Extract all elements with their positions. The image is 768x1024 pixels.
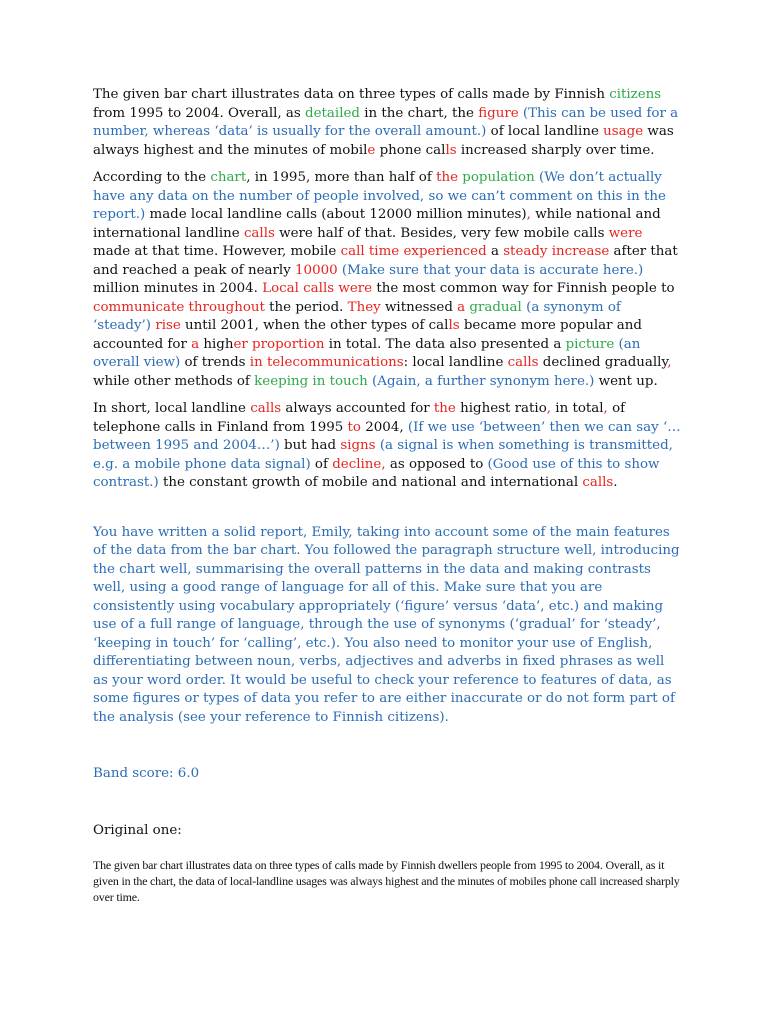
text-run: chart — [210, 170, 247, 185]
text-run: the — [436, 170, 459, 185]
essay-body — [93, 86, 683, 493]
text-run: made local landline calls (about 12000 million minutes) — [145, 207, 527, 222]
text-run: calls — [507, 355, 539, 370]
text-run: : local landline — [403, 355, 508, 370]
text-run: highest ratio — [455, 401, 547, 416]
text-run: (a synonym of ‘steady’) — [93, 299, 621, 333]
text-run: usage — [603, 124, 644, 139]
text-run: after that and reached a peak of nearly — [93, 244, 678, 278]
text-run: population — [462, 170, 535, 185]
text-run: the period. — [264, 299, 348, 315]
text-run: Local calls were — [262, 281, 373, 296]
text-run: , in 1995, more than half of — [246, 170, 437, 185]
text-run: went up. — [594, 373, 658, 389]
text-run: figure — [478, 105, 519, 121]
text-run: declined gradually — [538, 355, 668, 370]
text-run: er proportion — [233, 336, 325, 352]
text-run: gradual — [469, 299, 522, 315]
text-run: but had — [279, 438, 341, 453]
text-run: always accounted for — [281, 401, 434, 416]
text-run: ls — [445, 142, 457, 158]
text-run: calls — [250, 401, 282, 416]
text-run: from 1995 to 2004. Overall, as — [93, 105, 306, 121]
band-score: Band score: 6.0 — [93, 766, 200, 781]
text-run: , — [526, 207, 531, 222]
text-run: of telephone calls in Finland from 1995 — [93, 401, 626, 435]
text-run: increased sharply over time. — [456, 142, 655, 158]
text-run: (Good use of this to show contrast.) — [93, 456, 660, 490]
text-run: a — [191, 336, 200, 352]
text-run: while other methods of — [93, 373, 255, 389]
text-run: were — [608, 225, 643, 241]
text-run: , — [546, 401, 552, 416]
text-run: calls — [582, 475, 614, 490]
text-run: detailed — [305, 105, 360, 121]
text-run: ls — [448, 318, 460, 333]
text-run: communicate throughout — [93, 299, 265, 315]
text-run: of — [310, 456, 333, 472]
text-run: decline, — [332, 456, 386, 472]
text-run: . — [613, 475, 618, 490]
text-run: while national and international landline — [93, 207, 661, 241]
original-label: Original one: — [93, 822, 182, 838]
teacher-feedback: You have written a solid report, Emily, taking into account some of the main features of the data from the bar chart. You followed the paragraph structure well, introducing the chart well, summarising the overall patterns in the data and making contrasts well, using a good range of language for all of this. Make sure that you are consistently using vocabulary appropriately (‘figure’ versus ‘data’, etc.) and making use of a full range of language, through the use of synonyms (‘gradual’ for ‘steady’, ‘keeping in touch’ for ‘calling’, etc.). You also need to monitor your use of English, differentiating between noun, verbs, adjectives and adverbs in fixed phrases as well as your word order. It would be useful to check your reference to features of data, as some figures or types of data you refer to are either inaccurate or do not form part of the analysis (see your reference to Finnish citizens). — [93, 524, 680, 725]
text-run: (an overall view) — [93, 336, 641, 370]
text-run: 2004, — [361, 419, 408, 435]
text-run: (If we use ‘between’ then we can say ‘… between 1995 and 2004…’) — [93, 419, 681, 453]
essay-paragraph-2 — [93, 169, 683, 391]
text-run: of trends — [180, 355, 250, 370]
text-run: as opposed to — [385, 456, 488, 472]
text-run: e — [367, 142, 376, 158]
text-run: picture — [565, 336, 615, 352]
text-run: signs — [340, 438, 376, 453]
text-run: The given bar chart illustrates data on three types of calls made by Finnish — [93, 87, 610, 102]
text-run: witnessed — [380, 299, 458, 315]
text-run: in the chart, the — [359, 105, 479, 121]
essay-paragraph-1 — [93, 86, 683, 160]
text-run: (a signal is when something is transmitted, e.g. a mobile phone data signal) — [93, 438, 673, 472]
text-run: In short, local landline — [93, 401, 251, 416]
text-run: (We don’t actually have any data on the number of people involved, so we can’t comment on this in the report.) — [93, 170, 666, 222]
document-page — [93, 86, 683, 905]
text-run: According to the — [93, 170, 211, 185]
text-run: high — [199, 336, 234, 352]
text-run: was always highest and the minutes of mobil — [93, 124, 674, 158]
original-text: The given bar chart illustrates data on three types of calls made by Finnish dwellers people from 1995 to 2004. Overall, as it given in the chart, the data of local-landline usages was always highest and the minutes of mobiles phone call increased sharply over time. — [93, 858, 680, 904]
text-run: a — [457, 299, 466, 315]
text-run: calls — [243, 225, 275, 241]
text-run: 10000 — [295, 262, 338, 278]
text-run: They — [347, 299, 381, 315]
text-run: rise — [155, 318, 181, 333]
text-run: citizens — [609, 87, 662, 102]
essay-paragraph-3 — [93, 400, 683, 493]
text-run: (This can be used for a number, whereas ‘data’ is usually for the overall amount.) — [93, 105, 679, 139]
text-run: made at that time. However, mobile — [93, 244, 341, 259]
text-run: the constant growth of mobile and national and international — [158, 475, 583, 490]
text-run: steady increase — [503, 244, 610, 259]
text-run: became more popular and accounted for — [93, 318, 642, 352]
text-run: (Again, a further synonym here.) — [372, 373, 595, 389]
text-run: in telecommunications — [249, 355, 404, 370]
text-run: to — [347, 419, 361, 435]
text-run: , — [603, 401, 608, 416]
text-run: million minutes in 2004. — [93, 281, 263, 296]
text-run: keeping in touch — [254, 373, 368, 389]
text-run: were half of that. Besides, very few mobile calls — [274, 225, 609, 241]
text-run: phone cal — [375, 142, 446, 158]
text-run: the most common way for Finnish people to — [372, 281, 675, 296]
text-run: in total — [551, 401, 604, 416]
text-run: (Make sure that your data is accurate here.) — [341, 262, 644, 278]
text-run: , — [667, 355, 672, 370]
text-run: until 2001, when the other types of cal — [180, 318, 449, 333]
text-run: in total. The data also presented a — [324, 336, 566, 352]
text-run: a — [486, 244, 504, 259]
text-run: of local landline — [486, 124, 604, 139]
text-run: call time experienced — [340, 244, 487, 259]
text-run: the — [433, 401, 456, 416]
